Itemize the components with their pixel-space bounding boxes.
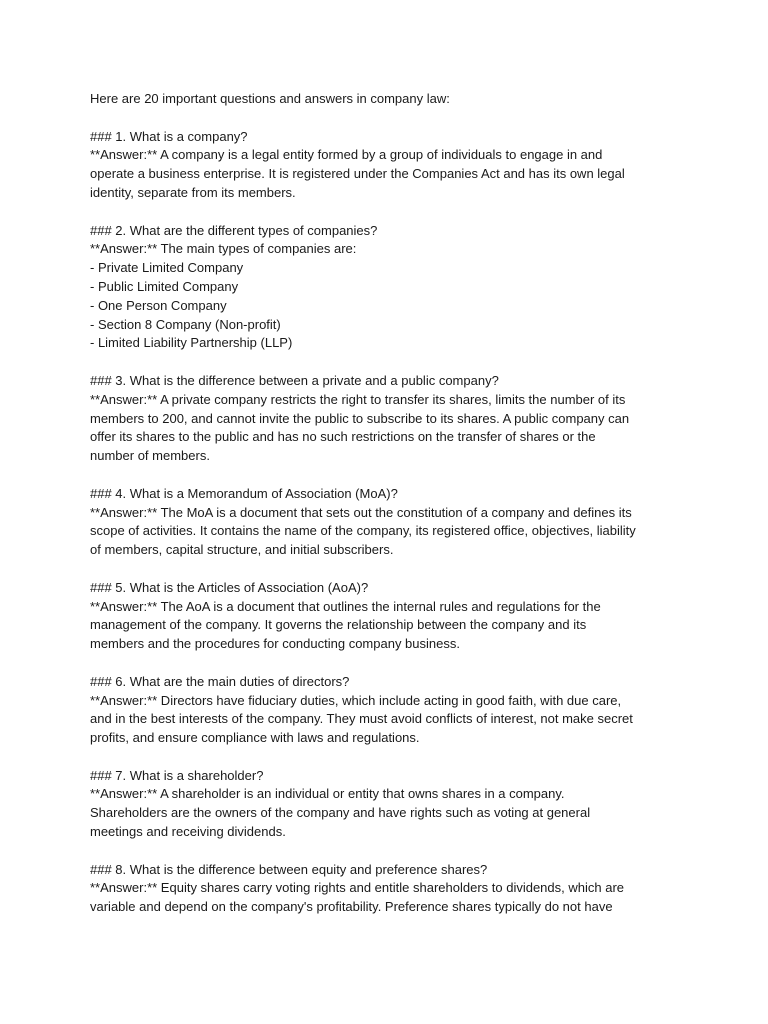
question-heading: ### 8. What is the difference between equity and preference shares? [90,861,488,877]
answer-line: **Answer:** Directors have fiduciary duties, which include acting in good faith, with due care, [90,692,622,708]
answer-line: offer its shares to the public and has no such restrictions on the transfer of shares or the [90,429,596,445]
qa-item-7 [90,767,690,842]
qa-item-5 [90,579,690,654]
list-item: - Private Limited Company [90,260,244,276]
answer-line: scope of activities. It contains the name of the company, its registered office, objectives, liability [90,523,636,539]
question-heading: ### 6. What are the main duties of directors? [90,673,350,689]
qa-item-4 [90,485,690,560]
qa-item-2 [90,222,690,354]
answer-line: members to 200, and cannot invite the public to subscribe to its shares. A public company can [90,410,630,426]
answer-line: Shareholders are the owners of the company and have rights such as voting at general [90,805,591,821]
qa-item-8 [90,861,690,917]
qa-item-3 [90,372,690,466]
question-heading: ### 3. What is the difference between a private and a public company? [90,372,499,388]
answer-line: **Answer:** Equity shares carry voting rights and entitle shareholders to dividends, which are [90,880,624,896]
answer-line: profits, and ensure compliance with laws and regulations. [90,730,420,746]
answer-line: **Answer:** The main types of companies are: [90,241,357,257]
answer-line: **Answer:** The MoA is a document that sets out the constitution of a company and defines its [90,504,632,520]
list-item: - Public Limited Company [90,278,239,294]
list-item: - One Person Company [90,297,227,313]
answer-line: **Answer:** A shareholder is an individual or entity that owns shares in a company. [90,786,565,802]
document-page [90,90,690,936]
qa-item-1 [90,128,690,203]
question-heading: ### 2. What are the different types of companies? [90,222,378,238]
intro-text: Here are 20 important questions and answers in company law: [90,91,450,106]
answer-line: management of the company. It governs the relationship between the company and its [90,617,587,633]
question-heading: ### 5. What is the Articles of Association (AoA)? [90,579,369,595]
answer-line: of members, capital structure, and initial subscribers. [90,542,394,558]
list-item: - Limited Liability Partnership (LLP) [90,335,293,351]
answer-line: number of members. [90,448,210,464]
answer-line: variable and depend on the company's profitability. Preference shares typically do not have [90,899,613,915]
answer-line: **Answer:** The AoA is a document that outlines the internal rules and regulations for the [90,598,601,614]
question-heading: ### 7. What is a shareholder? [90,767,264,783]
answer-line: **Answer:** A company is a legal entity formed by a group of individuals to engage in and [90,147,603,163]
answer-line: and in the best interests of the company. They must avoid conflicts of interest, not make secret [90,711,633,727]
answer-line: operate a business enterprise. It is registered under the Companies Act and has its own legal [90,166,625,182]
question-heading: ### 1. What is a company? [90,128,248,144]
list-item: - Section 8 Company (Non-profit) [90,316,281,332]
question-heading: ### 4. What is a Memorandum of Association (MoA)? [90,485,398,501]
qa-item-6 [90,673,690,748]
answer-line: **Answer:** A private company restricts the right to transfer its shares, limits the number of its [90,391,626,407]
answer-line: members and the procedures for conducting company business. [90,636,460,652]
answer-line: meetings and receiving dividends. [90,824,286,840]
answer-line: identity, separate from its members. [90,184,296,200]
